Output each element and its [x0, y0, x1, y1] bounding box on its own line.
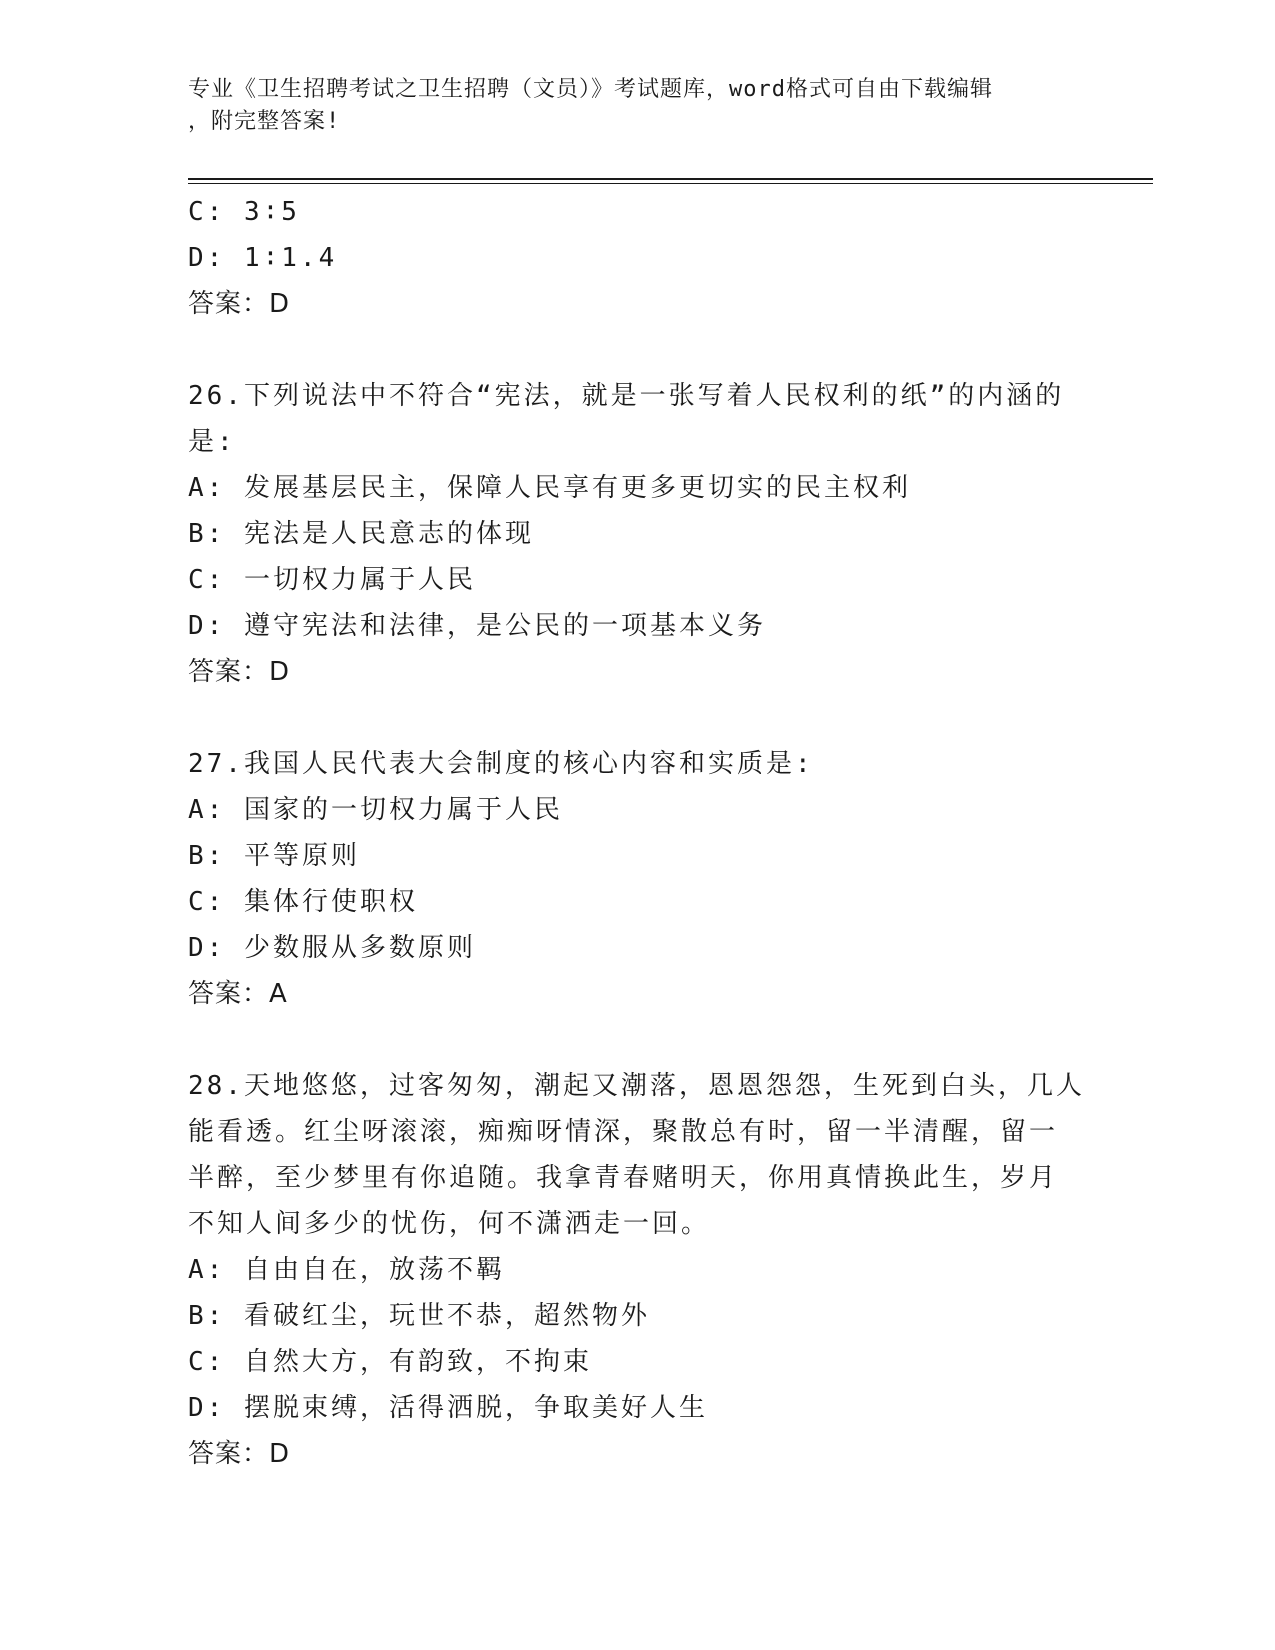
- question-stem: 26.下列说法中不符合“宪法，就是一张写着人民权利的纸”的内涵的: [188, 381, 1065, 411]
- spacer: [188, 695, 1088, 741]
- answer-line: 答案：D: [188, 657, 291, 687]
- option-a: A: 自由自在，放荡不羁: [188, 1255, 505, 1285]
- spacer: [188, 327, 1088, 373]
- question-27: [188, 741, 1088, 1017]
- question-stem: 27.我国人民代表大会制度的核心内容和实质是:: [188, 749, 814, 779]
- question-content: [188, 189, 1088, 1477]
- header-line-2: ，附完整答案!: [188, 109, 341, 134]
- option-d: D: 遵守宪法和法律，是公民的一项基本义务: [188, 611, 766, 641]
- option-b: B: 看破红尘，玩世不恭，超然物外: [188, 1301, 650, 1331]
- option-a: A: 国家的一切权力属于人民: [188, 795, 563, 825]
- question-stem: 28.天地悠悠，过客匆匆，潮起又潮落，恩恩怨怨，生死到白头，几人: [188, 1071, 1085, 1101]
- option-b: B: 宪法是人民意志的体现: [188, 519, 534, 549]
- option-b: B: 平等原则: [188, 841, 360, 871]
- option-c: C: 一切权力属于人民: [188, 565, 476, 595]
- question-26: [188, 373, 1088, 695]
- header-line-1: 专业《卫生招聘考试之卫生招聘（文员）》考试题库，word格式可自由下载编辑: [188, 77, 993, 102]
- question-stem-cont: 是:: [188, 427, 236, 457]
- option-a: A: 发展基层民主，保障人民享有更多更切实的民主权利: [188, 473, 911, 503]
- answer-line: 答案：A: [188, 979, 288, 1009]
- option-c: C: 3∶5: [188, 197, 300, 227]
- answer-line: 答案：D: [188, 289, 291, 319]
- question-28: [188, 1063, 1088, 1477]
- question-stem-cont: 半醉，至少梦里有你追随。我拿青春赌明天，你用真情换此生，岁月: [188, 1163, 1059, 1193]
- option-d: D: 少数服从多数原则: [188, 933, 476, 963]
- answer-line: 答案：D: [188, 1439, 291, 1469]
- question-stem-cont: 能看透。红尘呀滚滚，痴痴呀情深，聚散总有时，留一半清醒，留一: [188, 1117, 1059, 1147]
- header-rule-thin: [188, 183, 1153, 184]
- option-c: C: 集体行使职权: [188, 887, 418, 917]
- page-header: [188, 74, 1068, 138]
- option-c: C: 自然大方，有韵致，不拘束: [188, 1347, 592, 1377]
- spacer: [188, 1017, 1088, 1063]
- header-rule-thick: [188, 178, 1153, 180]
- option-d: D: 摆脱束缚，活得洒脱，争取美好人生: [188, 1393, 708, 1423]
- question-25: [188, 189, 1088, 327]
- option-d: D: 1∶1.4: [188, 243, 338, 273]
- question-stem-cont: 不知人间多少的忧伤，何不潇洒走一回。: [188, 1209, 711, 1239]
